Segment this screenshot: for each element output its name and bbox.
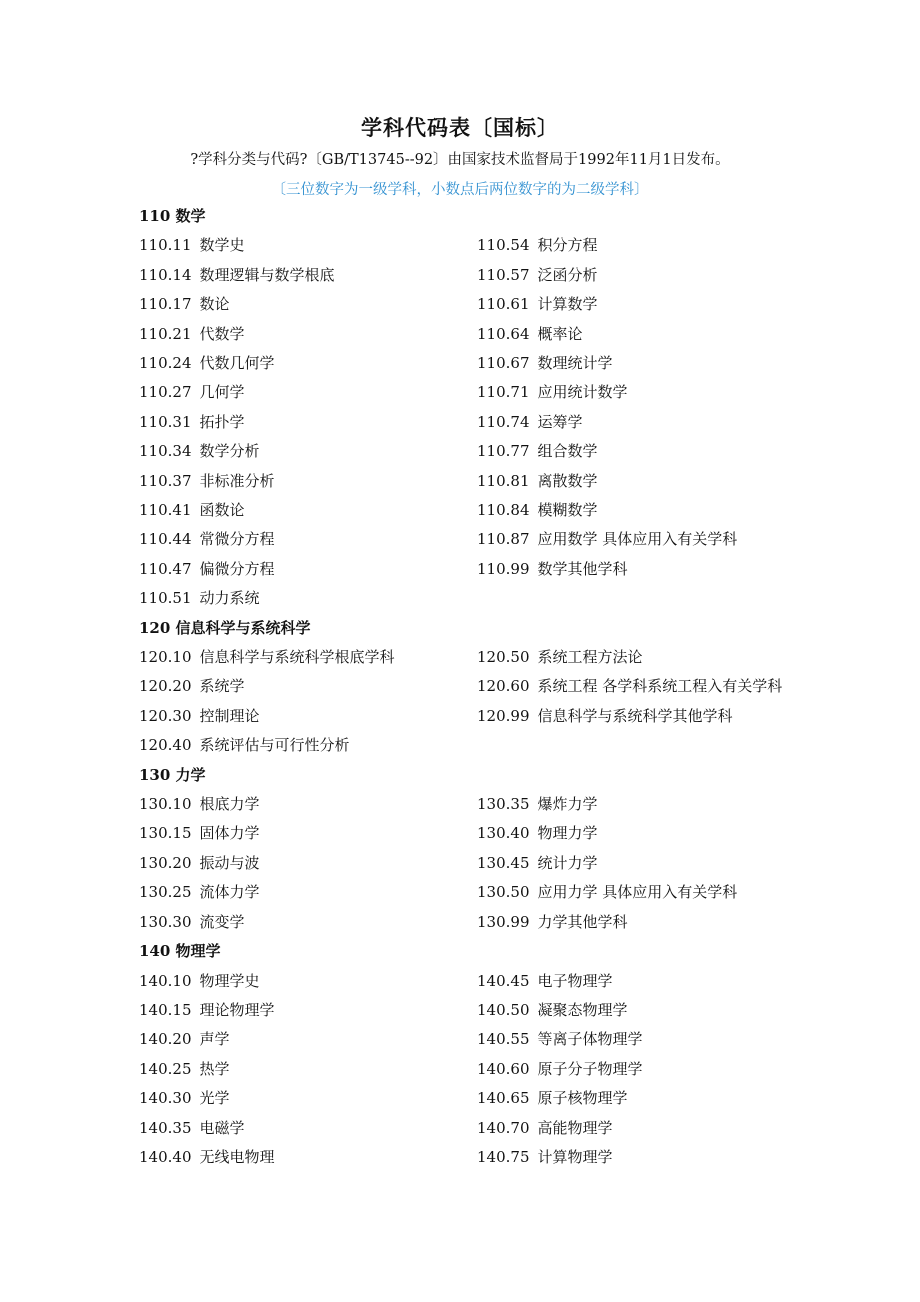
subject-item	[139, 467, 477, 496]
section-heading: 140 物理学	[139, 942, 221, 961]
subject-item	[477, 1084, 815, 1113]
subject-code: 130.50	[477, 883, 530, 902]
subject-code: 140.30	[139, 1089, 192, 1108]
subject-name: 应用数学 具体应用入有关学科	[537, 530, 738, 549]
subject-code: 110.17	[139, 295, 192, 314]
subject-item	[139, 555, 477, 584]
subject-code: 120.60	[477, 677, 530, 696]
subject-code: 110.57	[477, 265, 530, 284]
subject-code: 140.10	[139, 971, 192, 990]
subject-code: 110.67	[477, 354, 530, 373]
subject-item	[477, 702, 815, 731]
subject-name: 系统工程 各学科系统工程入有关学科	[537, 677, 783, 696]
subject-code: 110.61	[477, 295, 530, 314]
subject-item	[139, 702, 477, 731]
section-heading: 130 力学	[139, 765, 206, 784]
subject-code: 140.60	[477, 1059, 530, 1078]
subject-code: 110.14	[139, 265, 192, 284]
subject-name: 振动与波	[199, 853, 260, 872]
subject-name: 数论	[199, 295, 230, 314]
subject-item	[477, 849, 815, 878]
subject-item	[477, 996, 815, 1025]
subject-name: 应用力学 具体应用入有关学科	[537, 883, 738, 902]
subject-name: 动力系统	[199, 589, 260, 608]
subject-item	[477, 672, 815, 701]
subject-item	[477, 349, 815, 378]
subject-code: 110.54	[477, 236, 530, 255]
section-columns	[139, 231, 819, 613]
subject-item	[477, 231, 815, 260]
subject-name: 系统评估与可行性分析	[199, 736, 350, 755]
subject-item	[477, 1055, 815, 1084]
subject-item	[139, 1025, 477, 1054]
subject-name: 爆炸力学	[537, 795, 598, 814]
subject-name: 高能物理学	[537, 1118, 613, 1137]
subject-item	[139, 849, 477, 878]
subject-item	[477, 1025, 815, 1054]
subject-name: 数学其他学科	[537, 559, 628, 578]
subject-code: 110.81	[477, 471, 530, 490]
subject-section	[139, 202, 819, 614]
subject-code: 140.35	[139, 1118, 192, 1137]
subject-name: 物理学史	[199, 971, 260, 990]
subject-name: 物理力学	[537, 824, 598, 843]
subject-item	[139, 320, 477, 349]
subject-name: 系统学	[199, 677, 245, 696]
subject-code: 120.10	[139, 648, 192, 667]
subject-name: 非标准分析	[199, 471, 275, 490]
subject-item	[139, 1143, 477, 1172]
subject-item	[139, 437, 477, 466]
subject-code: 130.99	[477, 912, 530, 931]
subject-item	[477, 1114, 815, 1143]
subject-code: 130.20	[139, 853, 192, 872]
subject-code: 110.27	[139, 383, 192, 402]
subject-code: 130.45	[477, 853, 530, 872]
subject-name: 电子物理学	[537, 971, 613, 990]
subject-name: 力学其他学科	[537, 912, 628, 931]
subject-name: 偏微分方程	[199, 559, 275, 578]
subject-name: 常微分方程	[199, 530, 275, 549]
subject-name: 计算物理学	[537, 1147, 613, 1166]
subject-name: 光学	[199, 1089, 230, 1108]
section-columns	[139, 643, 819, 761]
subject-code: 110.84	[477, 501, 530, 520]
subject-name: 数学史	[199, 236, 245, 255]
document-note: 〔三位数字为一级学科，小数点后两位数字的为二级学科〕	[271, 182, 649, 198]
subject-code: 130.10	[139, 795, 192, 814]
subject-code: 110.99	[477, 559, 530, 578]
section-columns	[139, 967, 819, 1173]
column-right	[477, 967, 815, 1173]
subject-item	[477, 261, 815, 290]
column-right	[477, 790, 815, 937]
subject-code: 140.65	[477, 1089, 530, 1108]
subject-code: 140.45	[477, 971, 530, 990]
column-left	[139, 967, 477, 1173]
subject-item	[139, 731, 477, 760]
subject-item	[477, 408, 815, 437]
column-left	[139, 231, 477, 613]
subject-name: 统计力学	[537, 853, 598, 872]
subject-item	[139, 496, 477, 525]
subject-name: 信息科学与系统科学根底学科	[199, 648, 395, 667]
subject-code: 140.40	[139, 1147, 192, 1166]
subject-name: 几何学	[199, 383, 245, 402]
subject-code: 130.40	[477, 824, 530, 843]
subject-name: 代数学	[199, 324, 245, 343]
subject-code: 110.47	[139, 559, 192, 578]
subject-code: 120.99	[477, 706, 530, 725]
subject-name: 积分方程	[537, 236, 598, 255]
subject-item	[139, 643, 477, 672]
subject-code: 120.40	[139, 736, 192, 755]
subject-name: 应用统计数学	[537, 383, 628, 402]
subject-name: 等离子体物理学	[537, 1030, 643, 1049]
subject-code: 110.31	[139, 412, 192, 431]
subject-item	[139, 1055, 477, 1084]
subject-item	[139, 967, 477, 996]
subject-name: 计算数学	[537, 295, 598, 314]
section-heading: 110 数学	[139, 207, 206, 225]
subject-name: 拓扑学	[199, 412, 245, 431]
subject-item	[477, 496, 815, 525]
subject-name: 原子核物理学	[537, 1089, 628, 1108]
subject-name: 控制理论	[199, 706, 260, 725]
subject-item	[477, 878, 815, 907]
subject-item	[139, 878, 477, 907]
subject-name: 原子分子物理学	[537, 1059, 643, 1078]
subject-item	[477, 290, 815, 319]
subject-code: 140.75	[477, 1147, 530, 1166]
subject-item	[477, 320, 815, 349]
subject-name: 固体力学	[199, 824, 260, 843]
subject-name: 数理统计学	[537, 354, 613, 373]
document-title: 学科代码表〔国标〕	[361, 115, 559, 140]
document-subtitle: ?学科分类与代码?〔GB/T13745--92〕由国家技术监督局于1992年11月1日发布。	[190, 152, 730, 168]
column-right	[477, 643, 815, 761]
subject-item	[139, 525, 477, 554]
subject-code: 140.55	[477, 1030, 530, 1049]
subject-code: 120.20	[139, 677, 192, 696]
subject-name: 离散数学	[537, 471, 598, 490]
subject-code: 130.15	[139, 824, 192, 843]
subject-item	[139, 290, 477, 319]
subject-code: 110.21	[139, 324, 192, 343]
subject-item	[139, 408, 477, 437]
subject-code: 110.24	[139, 354, 192, 373]
subject-item	[477, 437, 815, 466]
subject-code: 130.30	[139, 912, 192, 931]
subject-name: 系统工程方法论	[537, 648, 643, 667]
subject-item	[139, 584, 477, 613]
subject-code: 140.15	[139, 1000, 192, 1019]
subject-item	[139, 261, 477, 290]
subject-item	[139, 996, 477, 1025]
subject-code: 110.37	[139, 471, 192, 490]
subject-code-list	[139, 202, 819, 1172]
subject-item	[477, 790, 815, 819]
section-columns	[139, 790, 819, 937]
subject-code: 120.50	[477, 648, 530, 667]
subject-name: 概率论	[537, 324, 583, 343]
subject-code: 110.51	[139, 589, 192, 608]
subject-section	[139, 761, 819, 937]
subject-section	[139, 614, 819, 761]
subject-code: 140.25	[139, 1059, 192, 1078]
subject-name: 组合数学	[537, 442, 598, 461]
subject-item	[477, 1143, 815, 1172]
subject-name: 根底力学	[199, 795, 260, 814]
subject-item	[139, 672, 477, 701]
subject-item	[139, 378, 477, 407]
subject-name: 热学	[199, 1059, 230, 1078]
subject-item	[139, 819, 477, 848]
subject-name: 函数论	[199, 501, 245, 520]
subject-item	[477, 555, 815, 584]
column-left	[139, 643, 477, 761]
section-heading: 120 信息科学与系统科学	[139, 618, 311, 637]
subject-item	[477, 378, 815, 407]
subject-name: 流变学	[199, 912, 245, 931]
subject-item	[477, 967, 815, 996]
subject-item	[139, 908, 477, 937]
subject-name: 声学	[199, 1030, 230, 1049]
subject-name: 运筹学	[537, 412, 583, 431]
subject-item	[139, 790, 477, 819]
subject-code: 110.87	[477, 530, 530, 549]
subject-item	[139, 1114, 477, 1143]
subject-code: 110.74	[477, 412, 530, 431]
subject-name: 数理逻辑与数学根底	[199, 265, 335, 284]
subject-code: 110.71	[477, 383, 530, 402]
subject-name: 数学分析	[199, 442, 260, 461]
subject-code: 140.50	[477, 1000, 530, 1019]
subject-code: 110.34	[139, 442, 192, 461]
subject-code: 130.35	[477, 795, 530, 814]
subject-item	[477, 819, 815, 848]
subject-code: 130.25	[139, 883, 192, 902]
subject-item	[477, 908, 815, 937]
subject-name: 理论物理学	[199, 1000, 275, 1019]
subject-item	[477, 467, 815, 496]
subject-code: 110.41	[139, 501, 192, 520]
subject-code: 110.44	[139, 530, 192, 549]
subject-name: 凝聚态物理学	[537, 1000, 628, 1019]
subject-name: 代数几何学	[199, 354, 275, 373]
subject-item	[139, 231, 477, 260]
subject-name: 模糊数学	[537, 501, 598, 520]
subject-code: 140.70	[477, 1118, 530, 1137]
column-right	[477, 231, 815, 613]
subject-code: 120.30	[139, 706, 192, 725]
subject-item	[477, 525, 815, 554]
subject-code: 110.77	[477, 442, 530, 461]
subject-code: 110.64	[477, 324, 530, 343]
subject-name: 泛函分析	[537, 265, 598, 284]
subject-item	[477, 643, 815, 672]
column-left	[139, 790, 477, 937]
subject-code: 140.20	[139, 1030, 192, 1049]
subject-name: 无线电物理	[199, 1147, 275, 1166]
subject-name: 流体力学	[199, 883, 260, 902]
subject-section	[139, 937, 819, 1172]
subject-name: 信息科学与系统科学其他学科	[537, 706, 733, 725]
subject-item	[139, 1084, 477, 1113]
subject-name: 电磁学	[199, 1118, 245, 1137]
subject-code: 110.11	[139, 236, 192, 255]
subject-item	[139, 349, 477, 378]
